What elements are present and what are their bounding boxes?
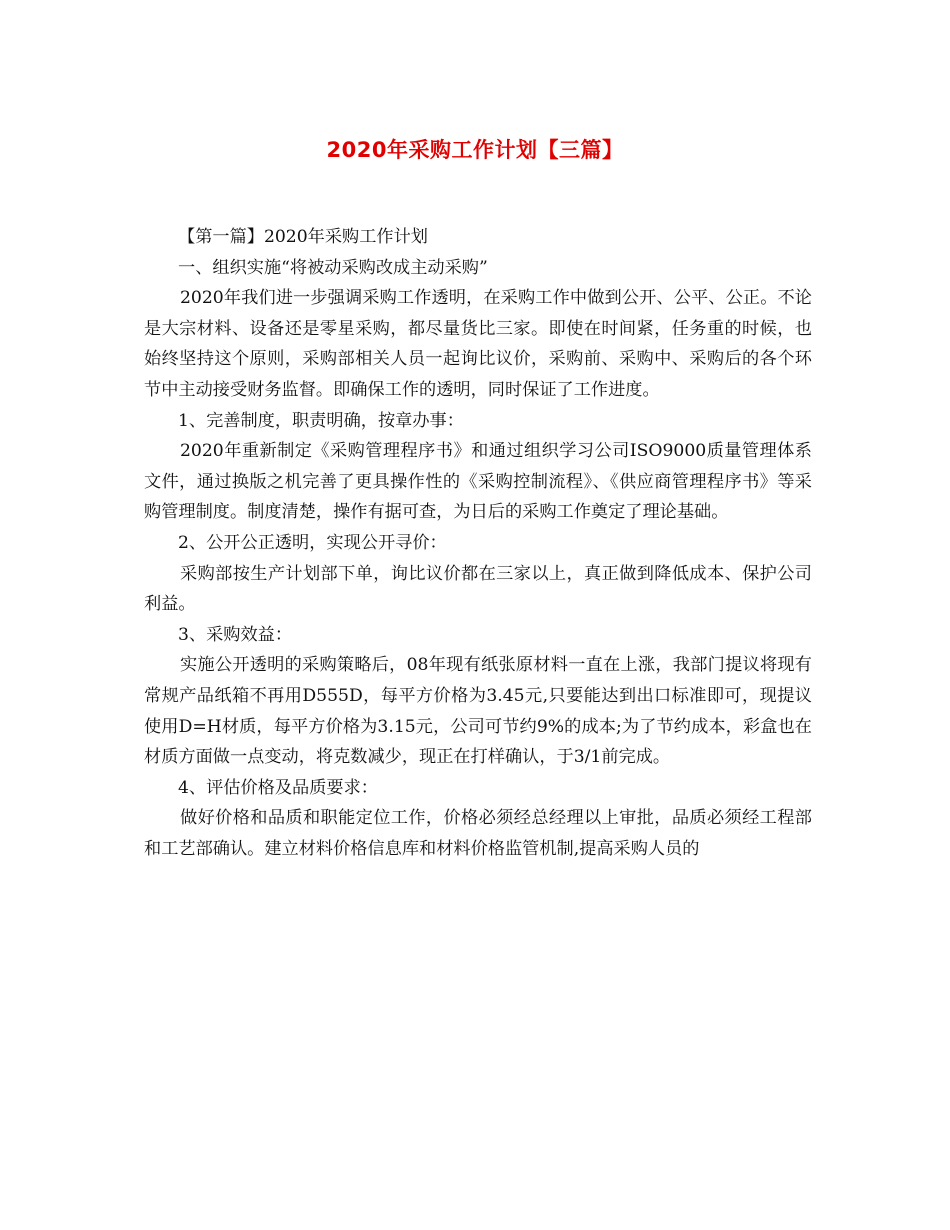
subheading-3: 3、采购效益： — [178, 624, 293, 645]
document-body — [144, 222, 812, 864]
body-paragraph: 2020年我们进一步强调采购工作透明，在采购工作中做到公开、公平、公正。不论是大宗材料、设备还是零星采购，都尽量货比三家。即使在时间紧，任务重的时候，也始终坚持这个原则，采购部相关人员一起询比议价，采购前、采购中、采购后的各个环节中主动接受财务监督。即确保工作的透明，同时保证了工作进度。 — [144, 288, 812, 400]
body-paragraph: 2020年重新制定《采购管理程序书》和通过组织学习公司ISO9000质量管理体系文件，通过换版之机完善了更具操作性的《采购控制流程》、《供应商管理程序书》等采购管理制度。制度清楚，操作有据可查，为日后的采购工作奠定了理论基础。 — [144, 441, 812, 523]
body-paragraph: 实施公开透明的采购策略后，08年现有纸张原材料一直在上涨，我部门提议将现有常规产品纸箱不再用D555D，每平方价格为3.45元,只要能达到出口标准即可，现提议使用D=H材质，每平方价格为3.15元，公司可节约9%的成本;为了节约成本，彩盒也在材质方面做一点变动，将克数减少，现正在打样确认，于3/1前完成。 — [144, 655, 812, 768]
body-paragraph: 做好价格和品质和职能定位工作，价格必须经总经理以上审批，品质必须经工程部和工艺部确认。建立材料价格信息库和材料价格监管机制,提高采购人员的 — [144, 808, 812, 859]
subheading-1: 1、完善制度，职责明确，按章办事： — [178, 410, 464, 431]
document-title: 2020年采购工作计划【三篇】 — [326, 138, 624, 162]
subheading-4: 4、评估价格及品质要求： — [178, 777, 378, 798]
section-heading-first-article: 【第一篇】2020年采购工作计划 — [178, 227, 428, 247]
section-heading-one: 一、组织实施“将被动采购改成主动采购” — [178, 257, 488, 278]
subheading-2: 2、公开公正透明，实现公开寻价： — [178, 532, 447, 553]
body-paragraph: 采购部按生产计划部下单，询比议价都在三家以上，真正做到降低成本、保护公司利益。 — [144, 563, 812, 615]
